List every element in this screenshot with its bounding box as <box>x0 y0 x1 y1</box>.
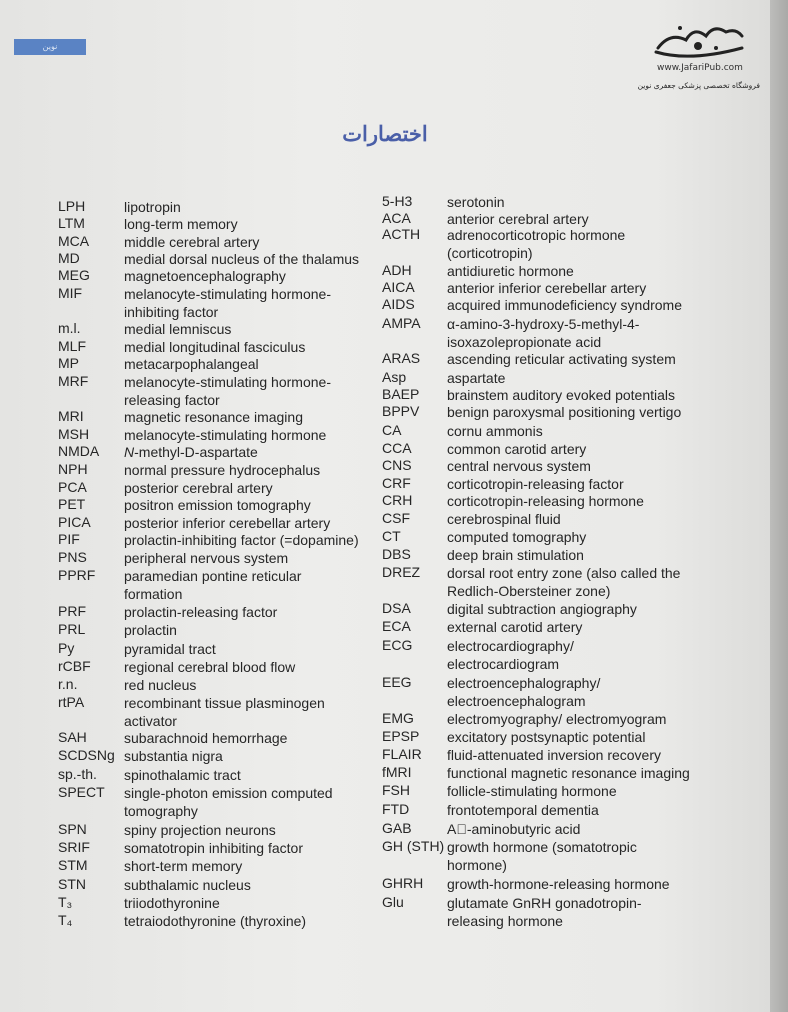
abbreviation-term: MD <box>58 250 80 266</box>
abbreviation-term: ACTH <box>382 226 421 242</box>
abbreviation-term: SPN <box>58 821 87 837</box>
abbreviation-term: FLAIR <box>382 746 422 762</box>
abbreviation-definition: posterior inferior cerebellar artery <box>124 515 331 531</box>
abbreviation-definition: tetraiodothyronine (thyroxine) <box>124 913 307 929</box>
abbreviation-term: MCA <box>58 233 90 249</box>
abbreviation-term: PNS <box>58 549 87 565</box>
abbreviation-term: AIDS <box>382 296 415 312</box>
abbreviation-definition: dorsal root entry zone (also called the Redlich-Obersteiner zone) <box>447 565 681 599</box>
abbreviation-term: LTM <box>58 215 85 231</box>
abbreviation-term: fMRI <box>382 764 412 780</box>
abbreviation-term: AICA <box>382 279 415 295</box>
abbreviation-definition: recombinant tissue plasminogen activator <box>124 695 325 729</box>
abbreviation-definition: red nucleus <box>124 677 197 693</box>
abbreviation-definition: cerebrospinal fluid <box>447 511 561 527</box>
abbreviation-term: SRIF <box>58 839 90 855</box>
abbreviation-term: PICA <box>58 514 91 530</box>
abbreviation-term: T₄ <box>58 912 73 928</box>
abbreviation-definition: metacarpophalangeal <box>124 356 259 372</box>
abbreviation-definition: glutamate GnRH gonadotropin- releasing hormone <box>447 895 642 929</box>
abbreviation-term: CT <box>382 528 401 544</box>
abbreviation-term: DSA <box>382 600 411 616</box>
abbreviation-term: BAEP <box>382 386 420 402</box>
abbreviation-term: ARAS <box>382 350 421 366</box>
abbreviation-term: MEG <box>58 267 90 283</box>
abbreviation-term: ECA <box>382 618 411 634</box>
abbreviation-definition: middle cerebral artery <box>124 234 260 250</box>
abbreviation-definition: normal pressure hydrocephalus <box>124 462 321 478</box>
abbreviation-term: EMG <box>382 710 414 726</box>
abbreviation-definition: medial longitudinal fasciculus <box>124 339 306 355</box>
abbreviation-term: GH (STH) <box>382 838 445 854</box>
abbreviation-term: T₃ <box>58 894 73 910</box>
abbreviation-term: r.n. <box>58 676 78 692</box>
abbreviation-definition: serotonin <box>447 194 505 210</box>
abbreviation-definition: electromyography/ electromyogram <box>447 711 667 727</box>
publisher-website: www.JafariPub.com <box>657 63 743 73</box>
abbreviation-definition: frontotemporal dementia <box>447 802 599 818</box>
abbreviation-definition: anterior inferior cerebellar artery <box>447 280 647 296</box>
abbreviation-definition: lipotropin <box>124 199 181 215</box>
abbreviation-definition: posterior cerebral artery <box>124 480 273 496</box>
abbreviation-definition: ascending reticular activating system <box>447 351 676 367</box>
abbreviation-definition: N-methyl-D-aspartate <box>124 444 258 460</box>
abbreviation-definition: spinothalamic tract <box>124 767 241 783</box>
page-edge <box>770 0 788 1012</box>
abbreviation-term: MLF <box>58 338 86 354</box>
abbreviation-term: BPPV <box>382 403 420 419</box>
abbreviation-definition: melanocyte-stimulating hormone- releasing factor <box>124 374 331 408</box>
abbreviation-term: MRF <box>58 373 89 389</box>
abbreviation-definition: electroencephalography/ electroencephalogram <box>447 675 601 709</box>
abbreviation-term: STN <box>58 876 86 892</box>
abbreviation-term: CNS <box>382 457 412 473</box>
abbreviation-definition: prolactin-inhibiting factor (=dopamine) <box>124 532 359 548</box>
abbreviation-term: sp.-th. <box>58 766 97 782</box>
abbreviation-definition: anterior cerebral artery <box>447 211 589 227</box>
abbreviation-term: rCBF <box>58 658 91 674</box>
abbreviation-definition: deep brain stimulation <box>447 547 584 563</box>
abbreviation-definition: positron emission tomography <box>124 497 311 513</box>
abbreviation-definition: central nervous system <box>447 458 591 474</box>
abbreviation-term: FSH <box>382 782 410 798</box>
abbreviation-term: GAB <box>382 820 412 836</box>
abbreviation-term: DBS <box>382 546 411 562</box>
abbreviation-definition: magnetoencephalography <box>124 268 286 284</box>
abbreviation-term: Asp <box>382 369 407 385</box>
publisher-logo-icon <box>650 18 746 64</box>
abbreviation-definition: melanocyte-stimulating hormone <box>124 427 327 443</box>
abbreviation-definition: benign paroxysmal positioning vertigo <box>447 404 682 420</box>
abbreviation-term: PCA <box>58 479 87 495</box>
abbreviation-term: PRL <box>58 621 86 637</box>
abbreviation-definition: aspartate <box>447 370 506 386</box>
abbreviation-definition: prolactin <box>124 622 177 638</box>
abbreviation-term: rtPA <box>58 694 85 710</box>
abbreviation-definition: short-term memory <box>124 858 243 874</box>
abbreviation-term: CA <box>382 422 402 438</box>
abbreviation-definition: pyramidal tract <box>124 641 216 657</box>
abbreviation-definition: fluid-attenuated inversion recovery <box>447 747 662 763</box>
abbreviation-term: PIF <box>58 531 80 547</box>
abbreviation-definition: excitatory postsynaptic potential <box>447 729 646 745</box>
abbreviation-term: MP <box>58 355 79 371</box>
abbreviation-definition: medial dorsal nucleus of the thalamus <box>124 251 360 267</box>
abbreviation-term: NMDA <box>58 443 100 459</box>
abbreviation-definition: functional magnetic resonance imaging <box>447 765 690 781</box>
abbreviation-term: CSF <box>382 510 410 526</box>
abbreviation-term: PET <box>58 496 86 512</box>
abbreviation-definition: melanocyte-stimulating hormone- inhibiting factor <box>124 286 331 320</box>
abbreviation-term: SAH <box>58 729 87 745</box>
abbreviation-definition: adrenocorticotropic hormone (corticotropin) <box>447 227 626 261</box>
abbreviation-definition: digital subtraction angiography <box>447 601 637 617</box>
abbreviation-definition: acquired immunodeficiency syndrome <box>447 297 682 313</box>
abbreviation-definition: cornu ammonis <box>447 423 543 439</box>
abbreviation-definition: growth-hormone-releasing hormone <box>447 876 670 892</box>
abbreviation-term: m.l. <box>58 320 81 336</box>
abbreviation-term: SCDSNg <box>58 747 115 763</box>
abbreviation-definition: corticotropin-releasing factor <box>447 476 624 492</box>
abbreviation-term: ADH <box>382 262 412 278</box>
abbreviation-term: AMPA <box>382 315 421 331</box>
abbreviation-term: ECG <box>382 637 413 653</box>
abbreviation-term: STM <box>58 857 88 873</box>
abbreviation-definition: magnetic resonance imaging <box>124 409 303 425</box>
abbreviation-definition: peripheral nervous system <box>124 550 289 566</box>
abbreviation-definition: paramedian pontine reticular formation <box>124 568 302 602</box>
abbreviation-definition: medial lemniscus <box>124 321 232 337</box>
abbreviation-definition: α-amino-3-hydroxy-5-methyl-4- isoxazolepropionate acid <box>447 316 640 350</box>
abbreviation-term: DREZ <box>382 564 421 580</box>
abbreviation-definition: regional cerebral blood flow <box>124 659 296 675</box>
abbreviation-term: Py <box>58 640 75 656</box>
abbreviation-definition: follicle-stimulating hormone <box>447 783 617 799</box>
abbreviation-term: ACA <box>382 210 411 226</box>
abbreviation-term: 5-H3 <box>382 193 413 209</box>
abbreviation-term: NPH <box>58 461 88 477</box>
abbreviation-definition: somatotropin inhibiting factor <box>124 840 303 856</box>
abbreviation-definition: subthalamic nucleus <box>124 877 251 893</box>
abbreviation-term: Glu <box>382 894 404 910</box>
abbreviation-definition: common carotid artery <box>447 441 587 457</box>
abbreviation-term: CRF <box>382 475 411 491</box>
abbreviation-term: EPSP <box>382 728 420 744</box>
abbreviation-definition: prolactin-releasing factor <box>124 604 278 620</box>
page-title: اختصارات <box>342 121 428 146</box>
abbreviation-definition: long-term memory <box>124 216 238 232</box>
abbreviation-definition: subarachnoid hemorrhage <box>124 730 288 746</box>
abbreviation-definition: corticotropin-releasing hormone <box>447 493 644 509</box>
abbreviation-definition: spiny projection neurons <box>124 822 276 838</box>
abbreviation-definition: substantia nigra <box>124 748 223 764</box>
abbreviation-term: CRH <box>382 492 413 508</box>
abbreviation-term: PRF <box>58 603 86 619</box>
abbreviation-term: GHRH <box>382 875 424 891</box>
abbreviation-definition: antidiuretic hormone <box>447 263 574 279</box>
abbreviation-definition: external carotid artery <box>447 619 583 635</box>
abbreviation-term: PPRF <box>58 567 96 583</box>
publisher-shop-name: فروشگاه تخصصی پزشکی جعفری نوین <box>637 81 760 90</box>
abbreviation-term: EEG <box>382 674 412 690</box>
abbreviation-definition: triiodothyronine <box>124 895 220 911</box>
page-tab: نوین <box>14 39 86 55</box>
abbreviation-definition: electrocardiography/ electrocardiogram <box>447 638 574 672</box>
abbreviation-definition: computed tomography <box>447 529 587 545</box>
abbreviation-term: MSH <box>58 426 90 442</box>
abbreviation-term: SPECT <box>58 784 105 800</box>
abbreviation-term: CCA <box>382 440 412 456</box>
abbreviation-definition: A -aminobutyric acid <box>447 821 581 837</box>
definition-italic-part: N <box>124 444 135 460</box>
abbreviation-term: LPH <box>58 198 86 214</box>
abbreviation-definition: brainstem auditory evoked potentials <box>447 387 676 403</box>
abbreviation-definition: growth hormone (somatotropic hormone) <box>447 839 637 873</box>
abbreviation-term: MIF <box>58 285 83 301</box>
abbreviation-term: FTD <box>382 801 410 817</box>
abbreviation-term: MRI <box>58 408 84 424</box>
abbreviation-definition: single-photon emission computed tomography <box>124 785 333 819</box>
